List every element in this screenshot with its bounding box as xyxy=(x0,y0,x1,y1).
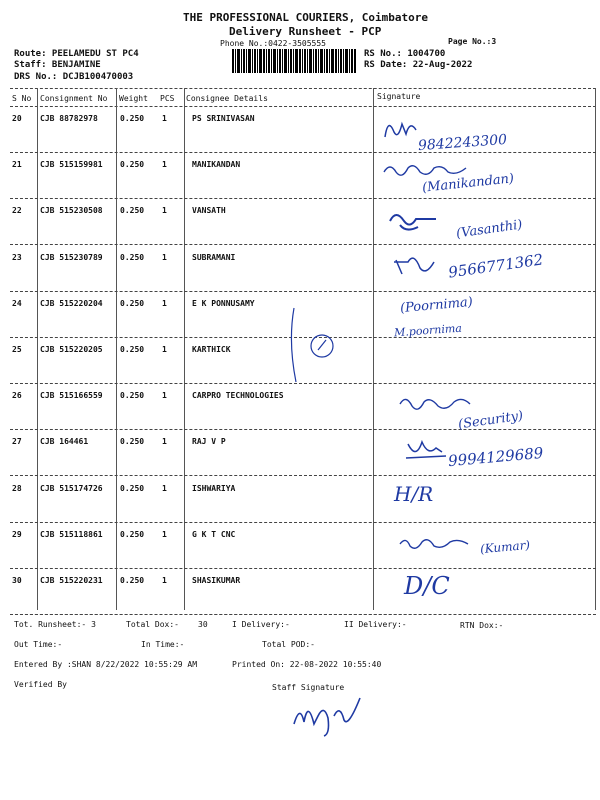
cell-consignment: CJB 515159981 xyxy=(40,160,103,170)
staff-signature-label: Staff Signature xyxy=(272,683,345,692)
cell-consignment: CJB 515166559 xyxy=(40,391,103,401)
cell-pcs: 1 xyxy=(162,437,167,447)
tot-runsheet: Tot. Runsheet:- 3 xyxy=(14,620,96,629)
table-row xyxy=(10,110,600,156)
handwritten-name: M.poornima xyxy=(393,321,463,340)
cell-sno: 22 xyxy=(12,206,22,216)
col-consignee: Consignee Details xyxy=(186,94,268,103)
company-name: THE PROFESSIONAL COURIERS, Coimbatore xyxy=(183,11,429,24)
signature-scribble xyxy=(398,392,478,416)
handwritten-mark: H/R xyxy=(394,482,434,506)
table-bottom-rule xyxy=(10,614,596,615)
marker-scribble xyxy=(284,302,344,388)
row-divider xyxy=(10,244,596,245)
cell-weight: 0.250 xyxy=(120,160,145,170)
cell-sno: 27 xyxy=(12,437,22,447)
rs-number: RS No.: 1004700 xyxy=(364,49,446,59)
cell-consignment: CJB 515220204 xyxy=(40,298,103,308)
verified-by: Verified By xyxy=(14,680,67,689)
cell-weight: 0.250 xyxy=(120,114,145,123)
row-divider xyxy=(10,522,596,523)
phone-number: Phone No.:0422-3505555 xyxy=(220,39,326,48)
table-row xyxy=(10,480,600,526)
barcode xyxy=(232,49,356,73)
cell-weight: 0.250 xyxy=(120,576,145,585)
cell-pcs: 1 xyxy=(162,114,167,123)
col-weight: Weight xyxy=(119,94,148,103)
cell-consignment: CJB 515220205 xyxy=(40,345,103,354)
cell-consignee: CARPRO TECHNOLOGIES xyxy=(192,391,284,401)
page-number: Page No.:3 xyxy=(448,37,497,46)
cell-pcs: 1 xyxy=(162,252,167,262)
cell-consignment: CJB 164461 xyxy=(40,437,89,447)
cell-consignment: CJB 515220231 xyxy=(40,576,103,585)
cell-sno: 20 xyxy=(12,114,22,123)
cell-consignee: G K T CNC xyxy=(192,529,236,539)
cell-weight: 0.250 xyxy=(120,298,145,308)
rs-date: RS Date: 22-Aug-2022 xyxy=(364,60,473,70)
cell-consignment: CJB 515174726 xyxy=(40,483,103,493)
cell-pcs: 1 xyxy=(162,391,167,401)
cell-weight: 0.250 xyxy=(120,252,145,262)
col-sno: S No xyxy=(12,94,32,103)
row-divider xyxy=(10,475,596,476)
in-time: In Time:- xyxy=(141,640,185,649)
cell-consignee: RAJ V P xyxy=(192,437,226,447)
cell-consignee: MANIKANDAN xyxy=(192,160,241,170)
cell-sno: 30 xyxy=(12,576,22,585)
cell-sno: 25 xyxy=(12,345,22,354)
handwritten-name: (Manikandan) xyxy=(421,171,515,196)
table-header-rule xyxy=(10,106,596,107)
total-pod: Total POD:- xyxy=(262,640,315,649)
col-consignment: Consignment No xyxy=(40,94,108,103)
handwritten-name: (Vasanthi) xyxy=(455,217,524,242)
cell-pcs: 1 xyxy=(162,160,167,170)
cell-weight: 0.250 xyxy=(120,437,145,447)
row-divider xyxy=(10,198,596,199)
col-pcs: PCS xyxy=(160,94,175,103)
route: Route: PEELAMEDU ST PC4 xyxy=(14,49,139,59)
handwritten-name: (Kumar) xyxy=(479,537,531,557)
i-delivery: I Delivery:- xyxy=(232,620,290,629)
ii-delivery: II Delivery:- xyxy=(344,620,407,629)
cell-consignee: SHASIKUMAR xyxy=(192,576,241,585)
row-divider xyxy=(10,429,596,430)
cell-pcs: 1 xyxy=(162,576,167,585)
handwritten-phone: 9994129689 xyxy=(447,443,545,471)
cell-sno: 23 xyxy=(12,252,22,262)
row-divider xyxy=(10,152,596,153)
signature-scribble xyxy=(406,436,446,462)
staff-signature-scribble xyxy=(290,694,366,738)
cell-consignment: CJB 515230508 xyxy=(40,206,103,216)
total-dox-value: 30 xyxy=(198,620,208,629)
total-dox-label: Total Dox:- xyxy=(126,620,179,629)
cell-pcs: 1 xyxy=(162,206,167,216)
cell-consignee: VANSATH xyxy=(192,206,226,216)
signature-scribble xyxy=(394,250,444,278)
handwritten-phone: 9566771362 xyxy=(447,250,545,282)
cell-consignee: SUBRAMANI xyxy=(192,252,236,262)
cell-weight: 0.250 xyxy=(120,483,145,493)
cell-pcs: 1 xyxy=(162,483,167,493)
cell-weight: 0.250 xyxy=(120,206,145,216)
cell-weight: 0.250 xyxy=(120,529,145,539)
handwritten-mark: D/C xyxy=(404,572,450,600)
cell-consignment: CJB 515230789 xyxy=(40,252,103,262)
handwritten-name: (Security) xyxy=(457,408,525,433)
table-row xyxy=(10,572,600,618)
row-divider xyxy=(10,291,596,292)
signature-scribble xyxy=(398,534,472,554)
cell-sno: 24 xyxy=(12,298,22,308)
cell-consignment: CJB 88782978 xyxy=(40,114,98,123)
cell-sno: 29 xyxy=(12,529,22,539)
cell-sno: 26 xyxy=(12,391,22,401)
cell-weight: 0.250 xyxy=(120,345,145,354)
staff: Staff: BENJAMINE xyxy=(14,60,101,70)
cell-consignee: ISHWARIYA xyxy=(192,483,236,493)
document-title: Delivery Runsheet - PCP xyxy=(229,25,382,38)
cell-consignee: PS SRINIVASAN xyxy=(192,114,255,123)
cell-consignee: KARTHICK xyxy=(192,345,231,354)
drs-number: DRS No.: DCJB100470003 xyxy=(14,72,134,82)
handwritten-name: (Poornima) xyxy=(399,294,474,317)
cell-pcs: 1 xyxy=(162,529,167,539)
printed-on: Printed On: 22-08-2022 10:55:40 xyxy=(232,660,382,669)
handwritten-phone: 9842243300 xyxy=(417,131,508,155)
cell-sno: 28 xyxy=(12,483,22,493)
signature-scribble xyxy=(386,205,446,233)
rtn-dox: RTN Dox:- xyxy=(460,621,504,630)
col-signature: Signature xyxy=(377,92,421,101)
entered-by: Entered By :SHAN 8/22/2022 10:55:29 AM xyxy=(14,660,198,669)
cell-pcs: 1 xyxy=(162,298,167,308)
row-divider xyxy=(10,568,596,569)
cell-weight: 0.250 xyxy=(120,391,145,401)
cell-consignee: E K PONNUSAMY xyxy=(192,298,255,308)
table-top-rule xyxy=(10,88,596,89)
out-time: Out Time:- xyxy=(14,640,63,649)
cell-sno: 21 xyxy=(12,160,22,170)
cell-consignment: CJB 515118861 xyxy=(40,529,103,539)
cell-pcs: 1 xyxy=(162,345,167,354)
